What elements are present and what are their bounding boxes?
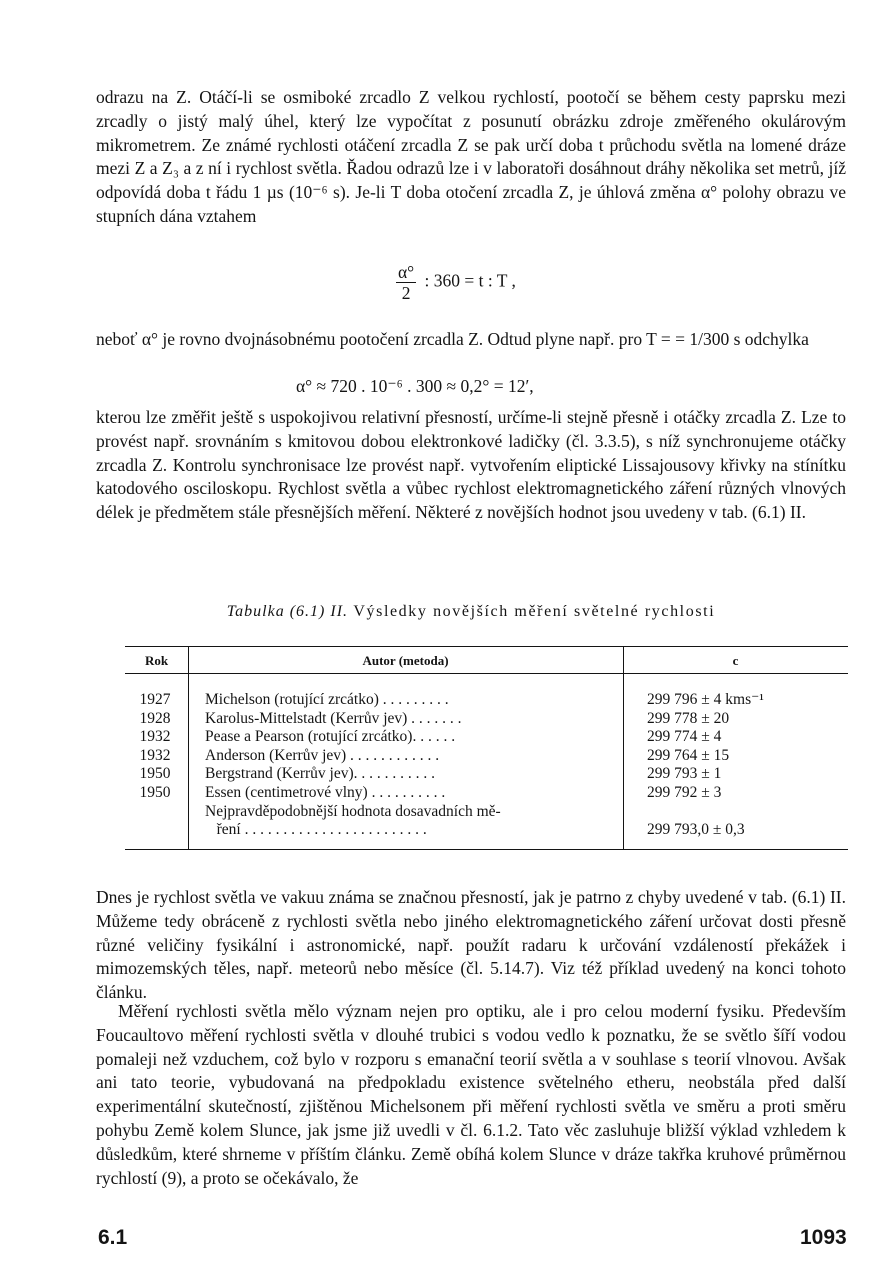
cell-author: Bergstrand (Kerrův jev). . . . . . . . . . .	[205, 765, 436, 783]
table-header-row	[125, 647, 848, 674]
fraction	[396, 262, 416, 303]
paragraph-significance: Měření rychlosti světla mělo význam nejen pro optiku, ale i pro celou moderní fysiku. Především Foucaultovo měření rychlosti světla v dlouhé trubici s vodou vedlo k poznatku, že se světlo šíří vodou pomaleji než vzduchem, což bylo v rozporu s emanační teorií světla a v souhlase s teorií vlnovou. Avšak ani tato teorie, vybudovaná na předpokladu existence světelného etheru, neobstála před další experimentální skutečností, zjištěnou Michelsonem při měření rychlosti světla ve směru a proti směru pohybu Země kolem Slunce, jak jsme již uvedli v čl. 6.1.2. Tato věc zasluhuje bližší výklad vzhledem k důsledkům, které shrneme v příštím článku. Země obíhá kolem Slunce v dráze takřka kruhové průměrnou rychlostí (9), a proto se očekávalo, že	[96, 1001, 846, 1188]
table-caption	[96, 603, 846, 621]
cell-year: 1932	[139, 746, 171, 764]
cell-author: Michelson (rotující zrcátko) . . . . . . . . .	[205, 691, 449, 708]
paragraph-mirror-rotation: odrazu na Z. Otáčí-li se osmiboké zrcadlo Z velkou rychlostí, pootočí se během cesty paprsku mezi zrcadly o jistý malý úhel, který lze vypočítat z posunutí obrázku zdroje změřeného okulárovým mikrometrem. Ze známé rychlosti otáčení zrcadla Z se pak určí doba t průchodu světla na lomené dráze mezi Z a Z₃ a z ní i rychlost světla. Řadou odrazů lze i v laboratoři dosáhnout dráhy několika set metrů, jíž odpovídá doba t řádu 1 µs (10⁻⁶ s). Je-li T doba otočení zrcadla Z, je úhlová změna α° polohy obrazu ve stupních dána vztahem	[96, 87, 846, 226]
footer-page-number: 1093	[800, 1226, 847, 1249]
cell-author: Essen (centimetrové vlny) . . . . . . . . . .	[205, 783, 446, 801]
cell-author: Pease a Pearson (rotující zrcátko). . . . . .	[205, 728, 456, 746]
header-author: Autor (metoda)	[362, 653, 449, 668]
cell-year: 1950	[139, 765, 171, 783]
equation-angle-ratio	[396, 262, 516, 303]
cell-value: 299 778 ± 20	[647, 709, 730, 727]
fraction-numerator: α°	[398, 262, 415, 282]
footer-section-number: 6.1	[98, 1226, 128, 1249]
table-caption-label: Tabulka (6.1) II.	[226, 603, 349, 620]
table-row	[125, 765, 848, 784]
table-row	[125, 710, 848, 729]
cell-value: 299 793 ± 1	[647, 765, 722, 783]
cell-author: Anderson (Kerrův jev) . . . . . . . . . . . .	[205, 746, 440, 764]
cell-author: ření . . . . . . . . . . . . . . . . . . . . . . . .	[205, 821, 427, 839]
cell-value: 299 793,0 ± 0,3	[647, 821, 745, 839]
equation-rest: : 360 = t : T ,	[424, 270, 516, 291]
cell-author: Nejpravděpodobnější hodnota dosavadních mě-	[205, 802, 501, 820]
cell-author: Karolus-Mittelstadt (Kerrův jev) . . . . . . .	[205, 709, 462, 727]
fraction-denominator: 2	[401, 283, 411, 303]
cell-year: 1932	[139, 728, 171, 746]
table-row	[125, 821, 848, 840]
table-caption-text: Výsledky novějších měření světelné rychlosti	[353, 603, 716, 620]
equation-deviation: α° ≈ 720 . 10⁻⁶ . 300 ≈ 0,2° = 12′,	[296, 376, 534, 396]
table-row	[125, 691, 848, 710]
cell-value: 299 792 ± 3	[647, 783, 722, 801]
table-row	[125, 728, 848, 747]
cell-value: 299 764 ± 15	[647, 746, 730, 764]
paragraph-synchronisation: kterou lze změřit ještě s uspokojivou relativní přesností, určíme-li stejně přesně i otáčky zrcadla Z. Lze to provést např. srovnáním s kmitovou dobou elektronkové ladičky (čl. 3.3.5), s níž synchronujeme otáčky zrcadla Z. Kontrolu synchronisace lze provést např. vytvořením eliptické Lissajousovy křivky na stínítku katodového osciloskopu. Rychlost světla a vůbec rychlost elektromagnetického záření různých vlnových délek je předmětem stále přesnějších měření. Některé z novějších hodnot jsou uvedeny v tab. (6.1) II.	[96, 407, 846, 523]
header-value: c	[732, 653, 739, 668]
cell-value: 299 774 ± 4	[647, 728, 722, 746]
cell-year: 1950	[139, 783, 171, 801]
table-row	[125, 803, 848, 822]
table-body	[125, 691, 848, 840]
table-row	[125, 784, 848, 803]
paragraph-deviation: neboť α° je rovno dvojnásobnému pootočení zrcadla Z. Odtud plyne např. pro T = = 1/300 s odchylka	[96, 329, 809, 349]
table-row	[125, 747, 848, 766]
paragraph-precision: Dnes je rychlost světla ve vakuu známa se značnou přesností, jak je patrno z chyby uvedené v tab. (6.1) II. Můžeme tedy obráceně z rychlosti světla nebo jiného elektromagnetického záření určovat dosti přesně různé veličiny fysikální i astronomické, např. použít radaru k určování vzdáleností překážek i mimozemských těles, např. meteorů nebo měsíce (čl. 5.14.7). Viz též příklad uvedený na konci tohoto článku.	[96, 887, 846, 1003]
cell-year: 1928	[139, 709, 171, 727]
cell-value: 299 796 ± 4 kms⁻¹	[647, 691, 764, 708]
cell-year: 1927	[139, 691, 171, 708]
measurements-table	[125, 646, 848, 850]
header-year: Rok	[144, 653, 169, 668]
